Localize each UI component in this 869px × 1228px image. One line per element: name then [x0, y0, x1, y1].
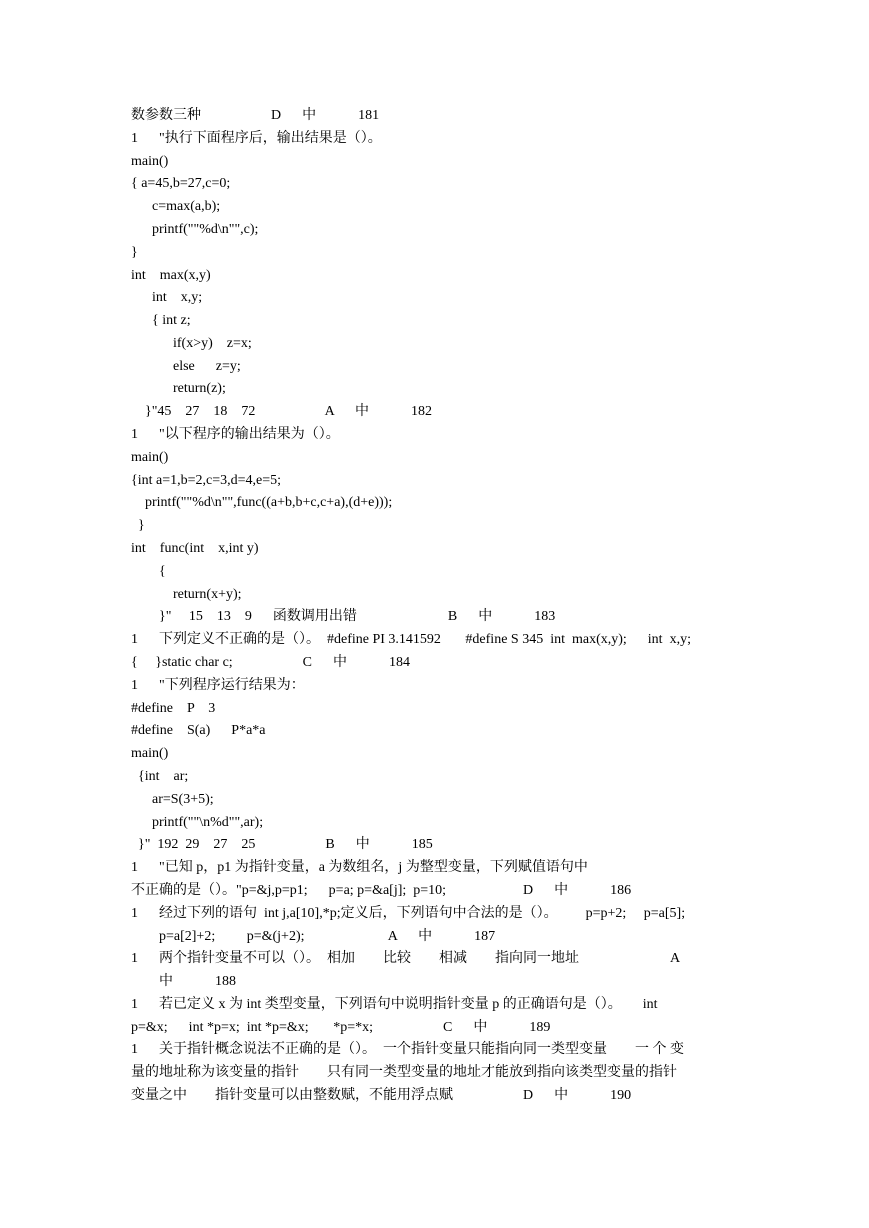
text-line: int x,y;	[131, 290, 203, 305]
text-line: 1 若已定义 x 为 int 类型变量，下列语句中说明指针变量 p 的正确语句是（）。 int	[131, 997, 658, 1012]
text-line: }" 15 13 9 函数调用出错 B 中 183	[131, 609, 556, 624]
text-line: else z=y;	[131, 359, 241, 374]
text-line: return(x+y);	[131, 587, 242, 602]
text-line: {	[131, 564, 166, 579]
text-line: printf(""%d\n"",c);	[131, 222, 259, 237]
text-line: main()	[131, 746, 169, 761]
text-line: 1 "已知 p，p1 为指针变量，a 为数组名，j 为整型变量，下列赋值语句中	[131, 860, 588, 875]
text-line: }"45 27 18 72 A 中 182	[131, 404, 432, 419]
text-line: }" 192 29 27 25 B 中 185	[131, 837, 433, 852]
text-line: }	[131, 518, 145, 533]
text-line: printf(""\n%d"",ar);	[131, 815, 264, 830]
text-line: 1 下列定义不正确的是（）。 #define PI 3.141592 #define S 345 int max(x,y); int x,y;	[131, 632, 691, 647]
text-line: 1 关于指针概念说法不正确的是（）。 一个指针变量只能指向同一类型变量 一 个 变	[131, 1042, 684, 1057]
text-line: 变量之中 指针变量可以由整数赋，不能用浮点赋 D 中 190	[131, 1088, 632, 1103]
text-line: main()	[131, 154, 169, 169]
text-line: 1 "执行下面程序后，输出结果是（）。	[131, 131, 382, 146]
text-line: p=a[2]+2; p=&(j+2); A 中 187	[131, 929, 496, 944]
text-line: {int ar;	[131, 769, 189, 784]
text-line: printf(""%d\n"",func((a+b,b+c,c+a),(d+e)));	[131, 495, 393, 510]
text-line: 1 经过下列的语句 int j,a[10],*p;定义后，下列语句中合法的是（）。 p=p+2; p=a[5];	[131, 906, 686, 921]
text-line: 1 "以下程序的输出结果为（）。	[131, 427, 340, 442]
text-line: ar=S(3+5);	[131, 792, 214, 807]
text-line: return(z);	[131, 381, 226, 396]
text-line: int max(x,y)	[131, 268, 211, 283]
text-line: 1 "下列程序运行结果为：	[131, 678, 305, 693]
text-line: 量的地址称为该变量的指针 只有同一类型变量的地址才能放到指向该类型变量的指针	[131, 1065, 677, 1080]
text-line: #define P 3	[131, 701, 216, 716]
text-line: #define S(a) P*a*a	[131, 723, 266, 738]
text-line: if(x>y) z=x;	[131, 336, 252, 351]
text-line: 中 188	[131, 974, 236, 989]
text-line: p=&x; int *p=x; int *p=&x; *p=*x; C 中 189	[131, 1020, 551, 1035]
text-line: 1 两个指针变量不可以（）。 相加 比较 相减 指向同一地址 A	[131, 951, 681, 966]
text-line: int func(int x,int y)	[131, 541, 259, 556]
text-line: { }static char c; C 中 184	[131, 655, 411, 670]
text-line: { int z;	[131, 313, 191, 328]
text-line: 数参数三种 D 中 181	[131, 108, 380, 123]
text-line: 不正确的是（）。"p=&j,p=p1; p=a; p=&a[j]; p=10; D 中 186	[131, 883, 632, 898]
text-line: main()	[131, 450, 169, 465]
text-line: { a=45,b=27,c=0;	[131, 176, 231, 191]
text-line: }	[131, 245, 138, 260]
text-line: c=max(a,b);	[131, 199, 221, 214]
text-line: {int a=1,b=2,c=3,d=4,e=5;	[131, 473, 282, 488]
